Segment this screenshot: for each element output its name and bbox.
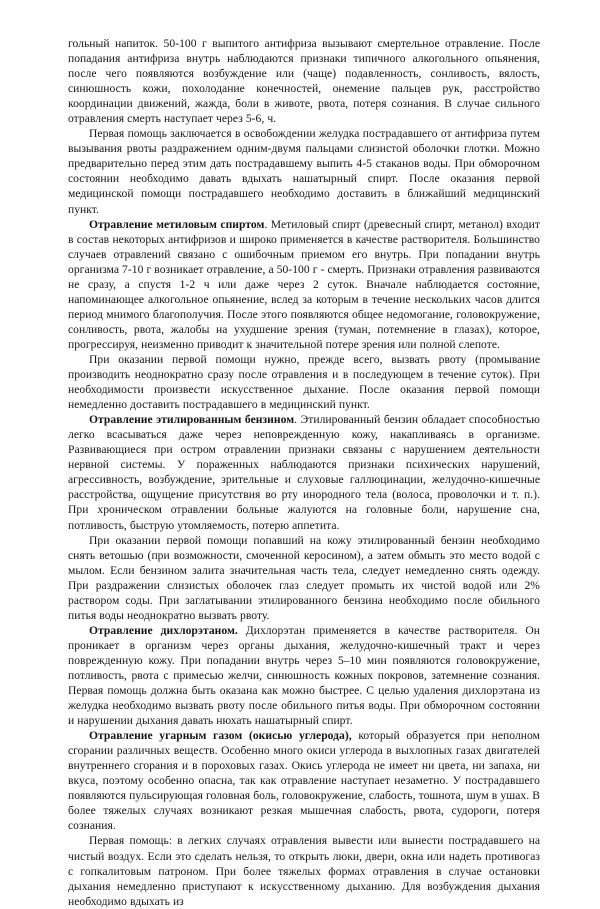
section-heading: Отравление метиловым спиртом bbox=[89, 217, 265, 231]
paragraph-body: Дихлорэтан применяется в качестве растворителя. Он проникает в организм через органы дыхания, желудочно-кишечный тракт и через поврежденную кожу. При попадании внутрь через 5–10 мин появляются головокружение, потливость, рвота с примесью желчи, синюшность кожных покровов, затемнение сознания. Первая помощь должна быть оказана как можно быстрее. С целью удаления дихлорэтана из желудка необходимо вызвать рвоту после обильного питья воды. При обморочном состоянии и нарушении дыхания давать нюхать нашатырный спирт. bbox=[68, 623, 540, 728]
section-heading: Отравление этилированным бензином bbox=[89, 413, 295, 427]
paragraph bbox=[68, 352, 540, 412]
paragraph bbox=[68, 126, 540, 216]
paragraph-body: При оказании первой помощи нужно, прежде всего, вызвать рвоту (промывание производить неоднократно сразу после отравления и в последующем в течение суток). При необходимости произвести искусственное дыхание. После оказания первой помощи немедленно доставить пострадавшего в медицинский пункт. bbox=[68, 352, 540, 412]
paragraph-body: Первая помощь: в легких случаях отравления вывести или вынести пострадавшего на чистый воздух. Если это сделать нельзя, то открыть люки, двери, окна или надеть противогаз с гопкалитовым патроном. При более тяжелых формах отравления в случае остановки дыхания немедленно приступают к искусственному дыханию. Для возбуждения дыхания необходимо вдыхать из bbox=[68, 834, 540, 908]
section-heading: Отравление угарным газом (окисью углерода), bbox=[89, 729, 352, 743]
paragraph bbox=[68, 412, 540, 532]
paragraph-body: который образуется при неполном сгорании различных веществ. Особенно много окиси углерода в выхлопных газах двигателей внутреннего сгорания и в пороховых газах. Окись углерода не имеет ни цвета, ни запаха, ни вкуса, поэтому особенно опасна, так как отравление наступает незаметно. У пострадавшего появляются пульсирующая головная боль, головокружение, слабость, тошнота, шум в ушах. В более тяжелых случаях возникают резкая мышечная слабость, рвота, судороги, потеря сознания. bbox=[68, 729, 540, 833]
paragraph bbox=[68, 728, 540, 833]
text-column bbox=[68, 36, 540, 909]
paragraph bbox=[68, 623, 540, 728]
paragraph bbox=[68, 217, 540, 352]
paragraph-body: Первая помощь заключается в освобождении желудка пострадавшего от антифриза путем вызывания рвоты раздражением одним-двумя пальцами слизистой оболочки глотки. Можно предварительно перед этим дать пострадавшему выпить 4-5 стаканов воды. При обморочном состоянии необходимо давать вдыхать нашатырный спирт. После оказания первой медицинской помощи пострадавшего необходимо доставить в ближайший медицинский пункт. bbox=[68, 127, 540, 216]
paragraph-body: При оказании первой помощи попавший на кожу этилированный бензин необходимо снять ветошью (при возможности, смоченной керосином), а затем обмыть это место водой с мылом. Если бензином залита значительная часть тела, следует немедленно снять одежду. При раздражении слизистых оболочек глаз следует промыть их чистой водой или 2% раствором соды. При заглатывании этилированного бензина необходимо после обильного питья воды неоднократно вызвать рвоту. bbox=[68, 533, 540, 622]
paragraph-body: . Метиловый спирт (древесный спирт, метанол) входит в состав некоторых антифризов и широко применяется в качестве растворителя. Большинство случаев отравлений связано с ошибочным приемом его внутрь. При попадании внутрь организма 7-10 г возникает отравление, а 50-100 г - смерть. Признаки отравления развиваются не сразу, а спустя 1-2 ч или даже через 2 суток. Вначале наблюдается состояние, напоминающее алкогольное опьянение, вслед за которым в течение нескольких часов длится период мнимого благополучия. После этого появляются общее недомогание, головокружение, сонливость, рвота, жалобы на ухудшение зрения (туман, потемнение в глазах), которое, прогрессируя, неизменно приводит к значительной потере зрения или полной слепоте. bbox=[68, 217, 540, 351]
paragraph bbox=[68, 833, 540, 908]
paragraph bbox=[68, 533, 540, 623]
paragraph-body: . Этилированный бензин обладает способностью легко всасываться даже через неповрежденную кожу, накапливаясь в организме. Развивающиеся при остром отравлении признаки связаны с нарушением деятельности нервной системы. У пораженных наблюдаются признаки психических нарушений, агрессивность, возбуждение, зрительные и слуховые галлюцинации, желудочно-кишечные расстройства, ощущение присутствия во рту инородного тела (волоса, проволочки и т. п.). При хроническом отравлении больные жалуются на головные боли, нарушение сна, потливость, быструю утомляемость, потерю аппетита. bbox=[68, 413, 540, 532]
paragraph-body: гольный напиток. 50-100 г выпитого антифриза вызывают смертельное отравление. После попадания антифриза внутрь наблюдаются признаки типичного алкогольного опьянения, после чего появляются возбуждение или (чаще) подавленность, сонливость, вялость, синюшность кожи, похолодание конечностей, онемение пальцев рук, расстройство координации движений, жажда, боли в животе, рвота, потеря сознания. В случае сильного отравления смерть наступает через 5-6, ч. bbox=[68, 37, 540, 126]
paragraph bbox=[68, 36, 540, 126]
section-heading: Отравление дихлорэтаном. bbox=[89, 623, 238, 637]
